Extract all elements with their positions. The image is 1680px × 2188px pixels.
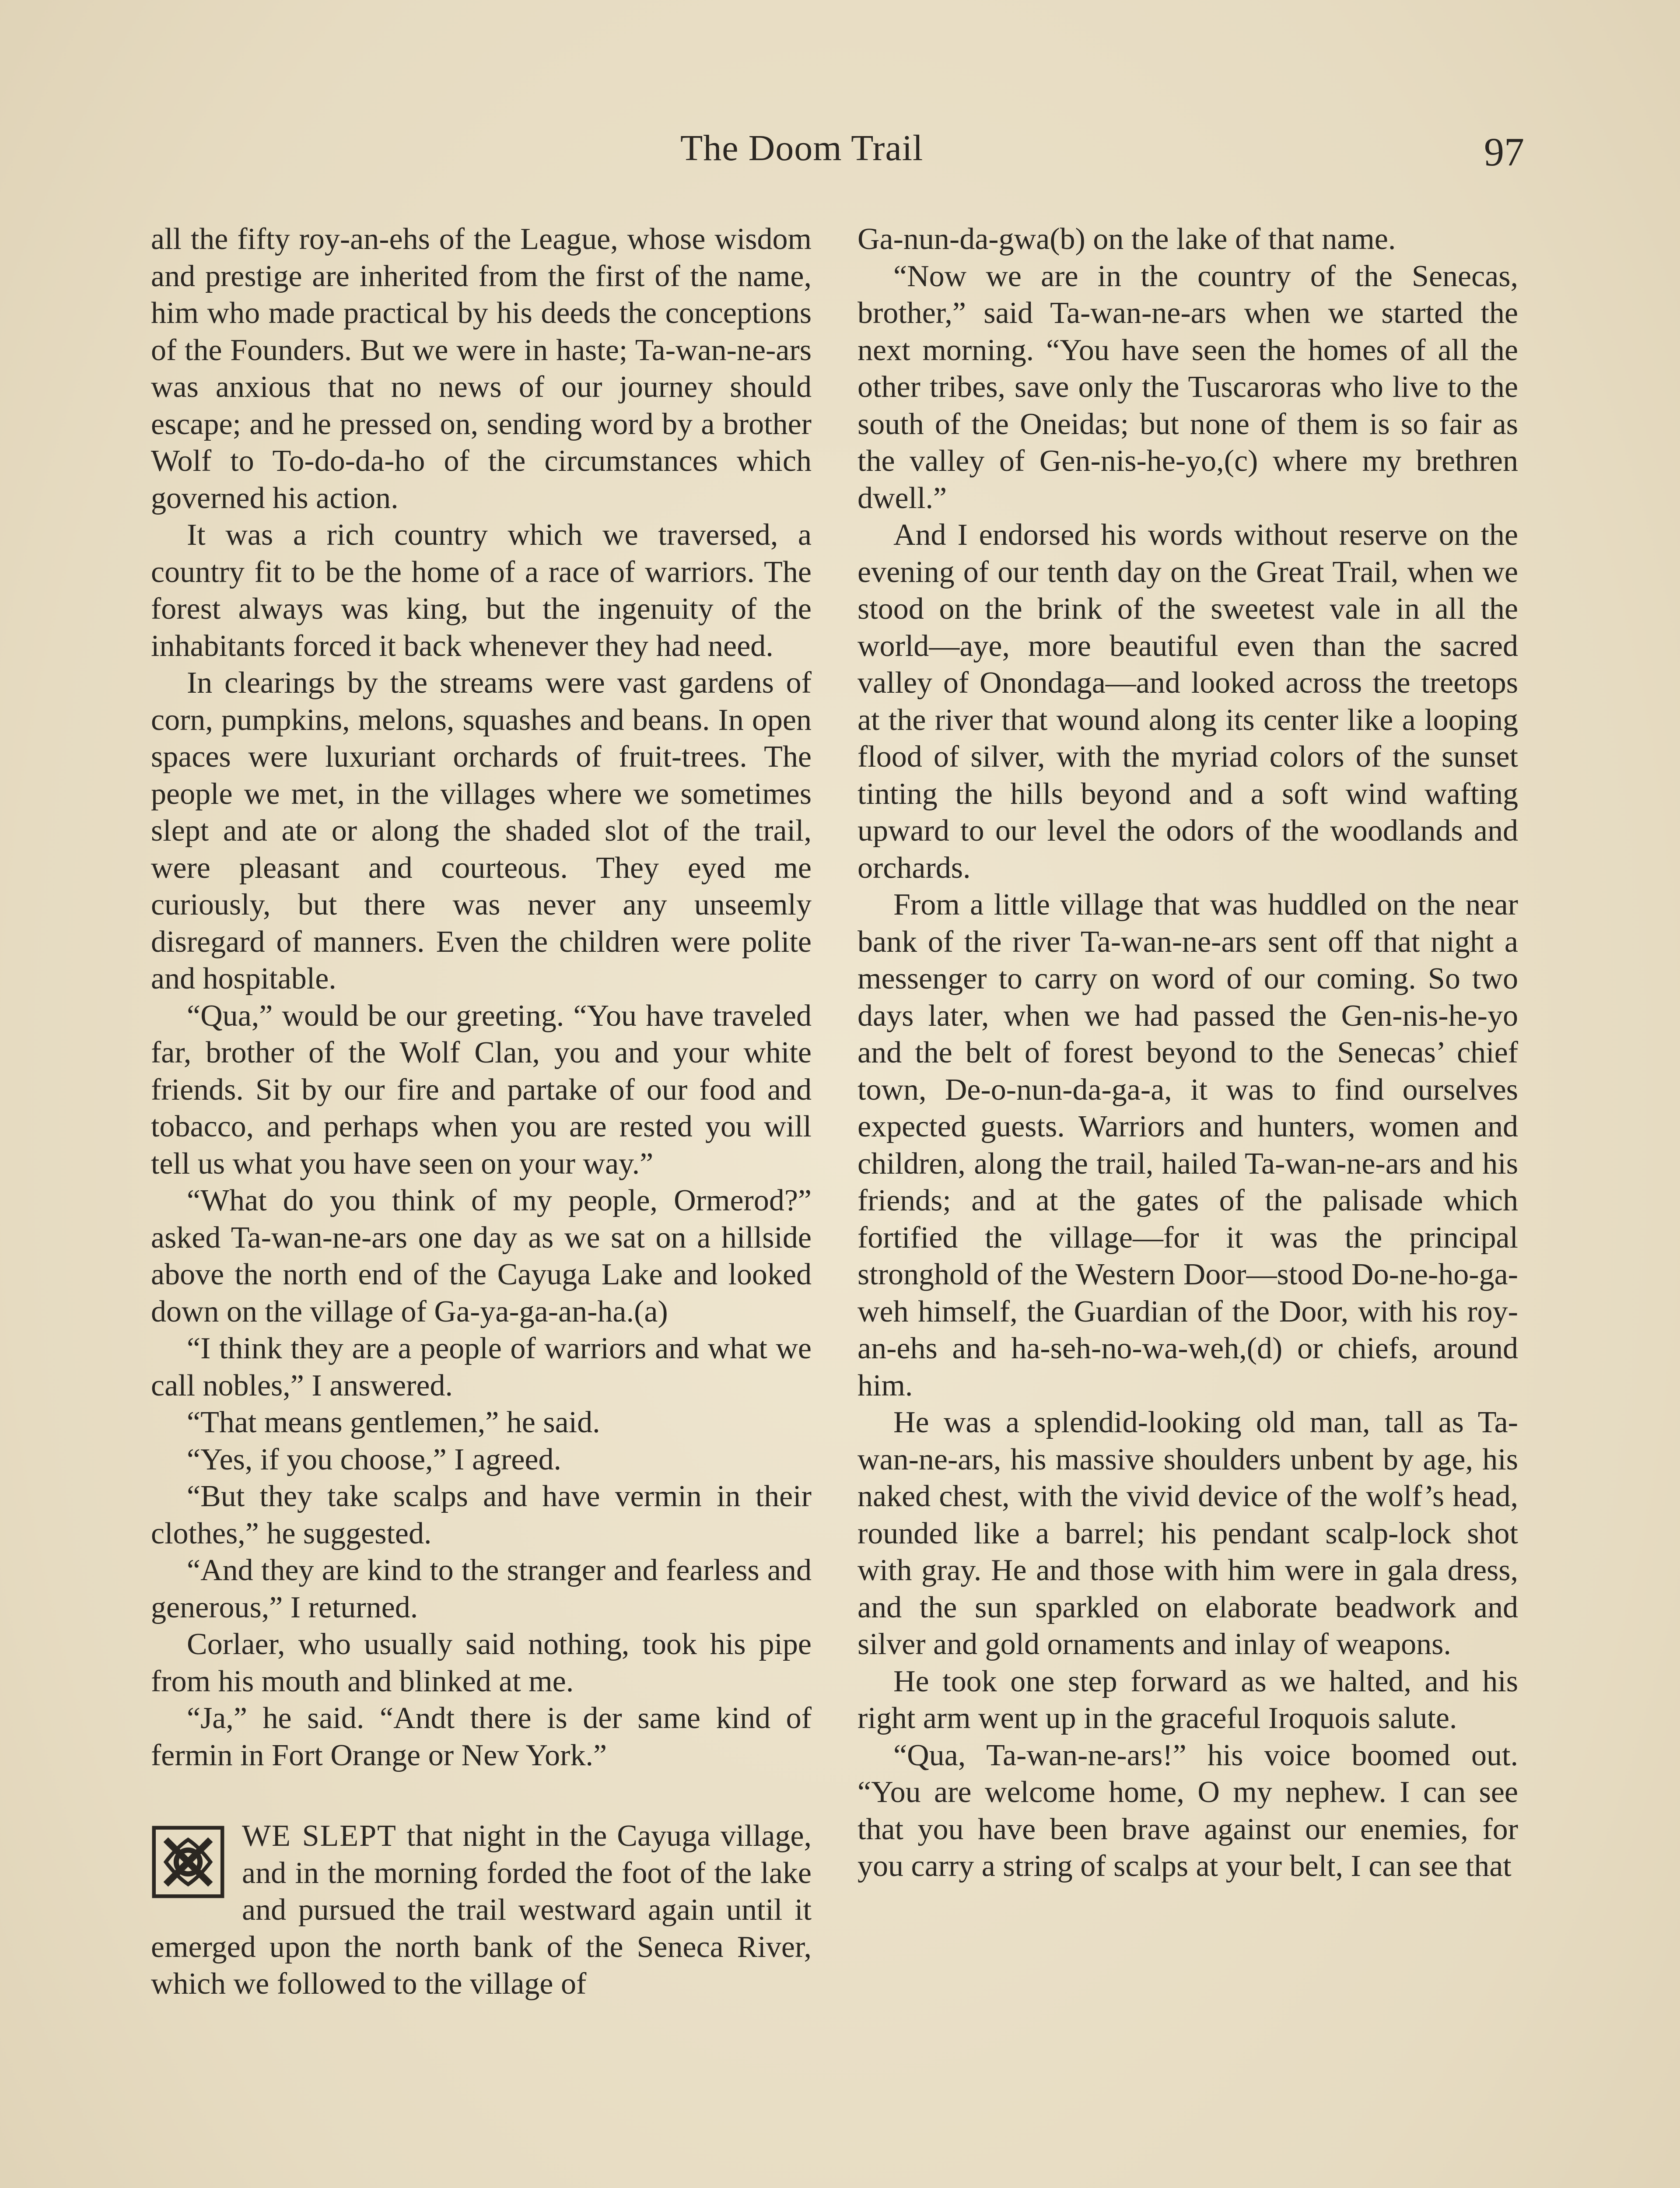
- paragraph: He took one step forward as we halted, and his right arm went up in the graceful Iroquois salute.: [858, 1664, 1518, 1735]
- paragraph: “And they are kind to the stranger and fearless and generous,” I returned.: [151, 1553, 812, 1624]
- paragraph: “I think they are a people of warriors and what we call nobles,” I answered.: [151, 1332, 812, 1403]
- paragraph: It was a rich country which we traversed, a country fit to be the home of a race of warriors. The forest always was king, but the ingenuity of the inhabitants forced it back whenever they had need.: [151, 518, 812, 663]
- paragraph: all the fifty roy-an-ehs of the League, whose wisdom and prestige are inherited from the first of the name, him who made practical by his deeds the conceptions of the Founders. But we were in haste; Ta-wan-ne-ars was anxious that no news of our journey should escape; and he pressed on, sending word by a brother Wolf to To-do-da-ho of the circumstances which governed his action.: [151, 222, 812, 515]
- paragraph: “What do you think of my people, Ormerod?” asked Ta-wan-ne-ars one day as we sat on a hillside above the north end of the Cayuga Lake and looked down on the village of Ga-ya-ga-an-ha.(a): [151, 1184, 812, 1329]
- section-break: [151, 1774, 812, 1818]
- paragraph: He was a splendid-looking old man, tall as Ta-wan-ne-ars, his massive shoulders unbent by age, his naked chest, with the vivid device of the wolf’s head, rounded like a barrel; his pendant scalp-lock shot with gray. He and those with him were in gala dress, and the sun sparkled on elaborate beadwork and silver and gold ornaments and inlay of weapons.: [858, 1406, 1518, 1661]
- paragraph: “But they take scalps and have vermin in their clothes,” he suggested.: [151, 1480, 812, 1550]
- section-lead-words: WE SLEPT: [242, 1819, 397, 1853]
- paragraph: From a little village that was huddled on the near bank of the river Ta-wan-ne-ars sent off that night a messenger to carry on word of our coming. So two days later, when we had passed the Gen-nis-he-yo and the belt of forest beyond to the Senecas’ chief town, De-o-nun-da-ga-a, it was to find ourselves expected guests. Warriors and hunters, women and children, along the trail, hailed Ta-wan-ne-ars and his friends; and at the gates of the palisade which fortified the village—for it was the principal stronghold of the Western Door—stood Do-ne-ho-ga-weh himself, the Guardian of the Door, with his roy-an-ehs and ha-seh-no-wa-weh,(d) or chiefs, around him.: [858, 888, 1518, 1403]
- page-header: [0, 127, 1680, 188]
- paragraph: “Now we are in the country of the Senecas, brother,” said Ta-wan-ne-ars when we started the next morning. “You have seen the homes of all the other tribes, save only the Tuscaroras who live to the south of the Oneidas; but none of them is so fair as the valley of Gen-nis-he-yo,(c) where my brethren dwell.”: [858, 259, 1518, 515]
- paragraph: “Ja,” he said. “Andt there is der same kind of fermin in Fort Orange or New York.”: [151, 1701, 812, 1772]
- paragraph: In clearings by the streams were vast gardens of corn, pumpkins, melons, squashes and beans. In open spaces were luxuriant orchards of fruit-trees. The people we met, in the villages where we sometimes slept and ate or along the shaded slot of the trail, were pleasant and courteous. They eyed me curiously, but there was never any unseemly disregard of manners. Even the children were polite and hospitable.: [151, 666, 812, 996]
- running-head: The Doom Trail: [680, 128, 924, 168]
- left-column: [151, 221, 812, 2003]
- right-column: [858, 221, 1518, 1885]
- paragraph-text: that night in the Cayuga village, and in the morning forded the foot of the lake and pursued the trail westward again until it emerged upon the north bank of the Seneca River, which we followed to the village of: [151, 1819, 812, 2001]
- paragraph: “That means gentlemen,” he said.: [187, 1406, 600, 1439]
- knotwork-ornament-icon: [151, 1825, 225, 1899]
- page-number: 97: [1484, 130, 1524, 174]
- paragraph: Corlaer, who usually said nothing, took his pipe from his mouth and blinked at me.: [151, 1627, 812, 1698]
- paragraph: “Qua, Ta-wan-ne-ars!” his voice boomed out. “You are welcome home, O my nephew. I can see that you have been brave against our enemies, for you carry a string of scalps at your belt, I can see that: [858, 1738, 1518, 1883]
- paragraph: Ga-nun-da-gwa(b) on the lake of that name.: [858, 222, 1396, 256]
- section-opening-paragraph: [151, 1818, 812, 2003]
- paragraph: “Yes, if you choose,” I agreed.: [187, 1442, 561, 1476]
- paragraph: And I endorsed his words without reserve on the evening of our tenth day on the Great Trail, when we stood on the brink of the sweetest vale in all the world—aye, more beautiful even than the sacred valley of Onondaga—and looked across the treetops at the river that wound along its center like a looping flood of silver, with the myriad colors of the sunset tinting the hills beyond and a soft wind wafting upward to our level the odors of the woodlands and orchards.: [858, 518, 1518, 885]
- paragraph: “Qua,” would be our greeting. “You have traveled far, brother of the Wolf Clan, you and your white friends. Sit by our fire and partake of our food and tobacco, and perhaps when you are rested you will tell us what you have seen on your way.”: [151, 999, 812, 1181]
